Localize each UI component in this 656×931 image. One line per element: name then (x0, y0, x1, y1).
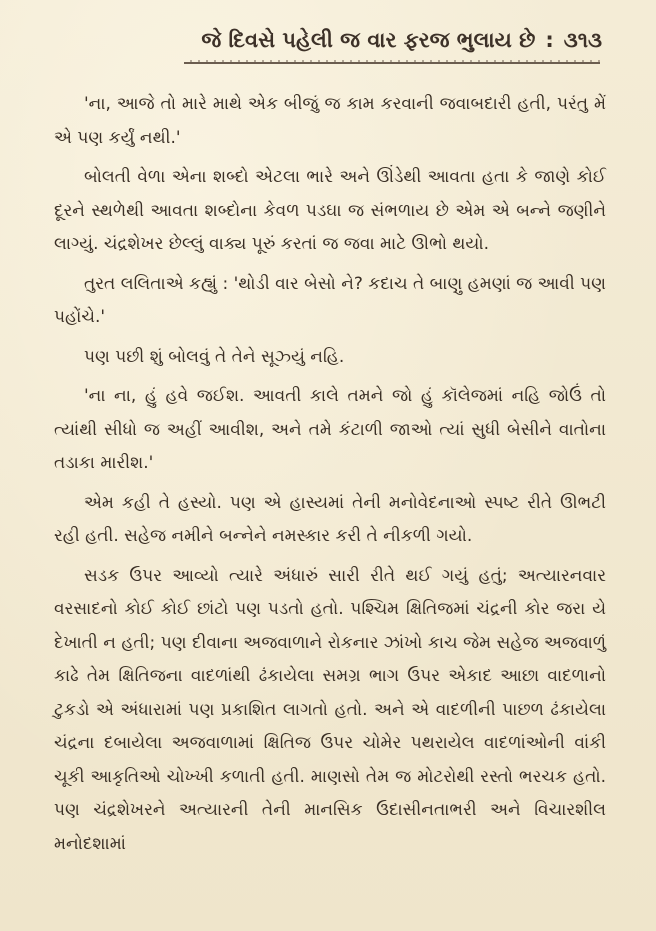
paragraph: સડક ઉપર આવ્યો ત્યારે અંધારું સારી રીતે થઈ ગયું હતું; અત્યારનવાર વરસાદનો કોઈ કોઈ છાંટો પણ પડતો હતો. પશ્ચિમ ક્ષિતિજમાં ચંદ્રની કોર જરા યે દેખાતી ન હતી; પણ દીવાના અજવાળાને રોકનાર ઝાંખો કાચ જેમ સહેજ અજવાળું કાઢે તેમ ક્ષિતિજના વાદળાંથી ઢંકાયેલા સમગ્ર ભાગ ઉપર એકાદ આછા વાદળાનો ટુકડો એ અંધારામાં પણ પ્રકાશિત લાગતો હતો. અને એ વાદળીની પાછળ ઢંકાયેલા ચંદ્રના દબાયેલા અજવાળામાં ક્ષિતિજ ઉપર ચોમેર પથરાયેલ વાદળાંઓની વાંકી ચૂકી આકૃતિઓ ચોખ્ખી કળાતી હતી. માણસો તેમ જ મોટરોથી રસ્તો ભરચક હતો. પણ ચંદ્રશેખરને અત્યારની તેની માનસિક ઉદાસીનતાભરી અને વિચારશીલ મનોદશામાં (54, 565, 606, 854)
paragraph: બોલતી વેળા એના શબ્દો એટલા ભારે અને ઊંડેથી આવતા હતા કે જાણે કોઈ દૂરને સ્થળેથી આવતા શબ્દોના કેવળ પડઘા જ સંભળાય છે એમ એ બન્ને જણીને લાગ્યું. ચંદ્રશેખર છેલ્લું વાક્ય પૂરું કરતાં જ જવા માટે ઊભો થયો. (54, 167, 606, 254)
page-number: ૩૧૩ (563, 28, 602, 52)
body-text (54, 88, 606, 861)
chapter-title: જે દિવસે પહેલી જ વાર ફરજ ભુલાય છે (201, 28, 536, 52)
paragraph: 'ના, આજે તો મારે માથે એક બીજું જ કામ કરવાની જવાબદારી હતી, પરંતુ મેં એ પણ કર્યું નથી.' (54, 94, 606, 148)
header-rule (184, 56, 600, 64)
paragraph: પણ પછી શું બોલવું તે તેને સૂઝ્યું નહિ. (84, 346, 345, 367)
paragraph: એમ કહી તે હસ્યો. પણ એ હાસ્યમાં તેની મનોવેદનાઓ સ્પષ્ટ રીતે ઊભટી રહી હતી. સહેજ નમીને બન્નેને નમસ્કાર કરી તે નીકળી ગયો. (54, 492, 606, 546)
paragraph: તુરત લલિતાએ કહ્યું : 'થોડી વાર બેસો ને? કદાચ તે બાણુ હમણાં જ આવી પણ પહોંચે.' (54, 273, 606, 327)
paragraph: 'ના ના, હું હવે જઈશ. આવતી કાલે તમને જો હું કૉલેજમાં નહિ જોઉં તો ત્યાંથી સીધો જ અહીં આવીશ, અને તમે કંટાળી જાઓ ત્યાં સુધી બેસીને વાતોના તડાકા મારીશ.' (54, 386, 606, 473)
header-separator: : (545, 28, 554, 52)
running-header (54, 28, 606, 53)
